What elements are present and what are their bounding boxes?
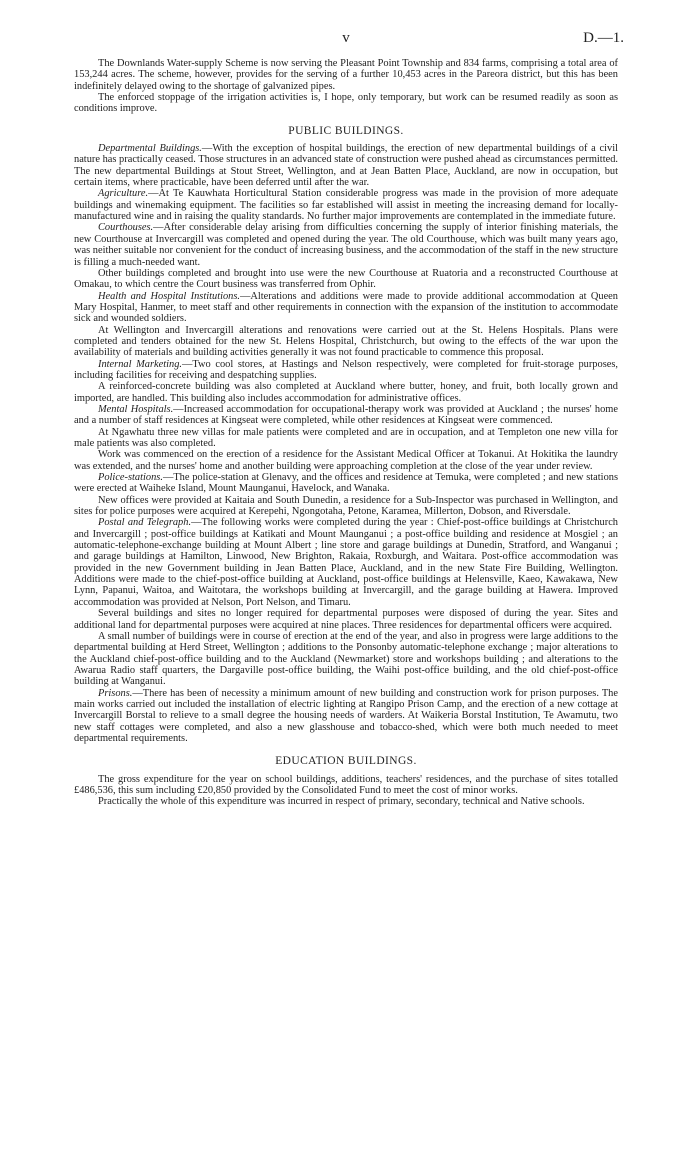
paragraph (74, 608, 618, 631)
paragraph (74, 404, 618, 427)
paragraph (74, 495, 618, 518)
paragraph-text: The gross expenditure for the year on school buildings, additions, teachers' residences, and the purchase of sites totalled £486,536, this sum including £20,850 provided by the Consolidated Fund to meet the cost of minor works. (74, 773, 618, 796)
document-body (74, 58, 618, 808)
paragraph-lead: Postal and Telegraph. (98, 517, 192, 529)
paragraph-lead: Prisons. (98, 687, 133, 699)
paragraph-text: —Increased accommodation for occupational-therapy work was provided at Auckland ; the nurses' home and a number of staff residences at Kingseat were completed, while other residences at Kingseat were commenced. (74, 403, 618, 427)
section-heading: PUBLIC BUILDINGS. (288, 124, 404, 137)
paragraph-text: —With the exception of hospital buildings, the erection of new departmental buildings of a civil nature has practically ceased. Those structures in an advanced state of construction were pushed ahead as circumstances permitted. The new departmental Buildings at Stout Street, Wellington, and at Jean Batten Place, Auckland, are now in occupation, but certain items, where practicable, have been deferred until after the war. (74, 143, 619, 189)
section-heading: EDUCATION BUILDINGS. (275, 755, 417, 768)
paragraph (74, 143, 618, 188)
paragraph-lead: Health and Hospital Institutions. (98, 290, 241, 302)
paragraph (74, 188, 618, 222)
page-number: v (342, 30, 350, 46)
paragraph-text: Practically the whole of this expenditure was incurred in respect of primary, secondary, technical and Native schools. (98, 796, 585, 808)
page-header (74, 30, 624, 50)
paragraph-text: A small number of buildings were in course of erection at the end of the year, and also in progress were large additions to the departmental building at Herd Street, Wellington ; additions to the Ponsonby automatic-telephone exchange ; major alterations to the Auckland chief-post-office building and to the Auckland (Newmarket) store and workshops building ; and alterations to the Awarua Radio staff quarters, the Dargaville post-office building, the Waihi post-office building, and the old chief-post-office building at Wanganui. (74, 630, 618, 688)
paragraph (74, 222, 618, 267)
paragraph-lead: Police-stations. (98, 472, 163, 484)
paragraph-text: Other buildings completed and brought into use were the new Courthouse at Ruatoria and a reconstructed Courthouse at Omakau, to which centre the Court business was transferred from Ophir. (74, 267, 618, 291)
paragraph-lead: Agriculture. (98, 188, 149, 200)
paragraph (74, 472, 618, 495)
paragraph: The Downlands Water-supply Scheme is now serving the Pleasant Point Township and 834 farms, comprising a total area of 153,244 acres. The scheme, however, provides for the serving of a further 10,453 acres in the Pareora district, but this has been indefinitely delayed owing to the shortage of galvanized pipes. (74, 58, 618, 92)
paragraph-lead: Departmental Buildings. (98, 143, 202, 155)
paragraph (74, 359, 618, 382)
education-buildings-section (74, 774, 618, 808)
paragraph (74, 774, 618, 797)
paragraph-text: —Two cool stores, at Hastings and Nelson respectively, were completed for fruit-storage purposes, including facilities for receiving and despatching supplies. (74, 358, 618, 381)
paragraph-text: —Alterations and additions were made to provide additional accommodation at Queen Mary Hospital, Hanmer, to meet staff and other requirements in connection with the expansion of the institution to accommodate sick and wounded soldiers. (74, 290, 618, 325)
paragraph (74, 517, 618, 608)
paragraph-text: —There has been of necessity a minimum amount of new building and construction work for prison purposes. The main works carried out included the installation of electric lighting at Rangipo Prison Camp, and the erection of a new cottage at Invercargill Borstal to relieve to a small degree the housing needs of warders. At Waikeria Borstal Institution, Te Awamutu, two new staff cottages were completed, and also a new glasshouse and tobacco-shed, which were both much needed to meet departmental requirements. (74, 687, 618, 744)
paragraph-lead: Courthouses. (98, 222, 154, 234)
paragraph (74, 291, 618, 325)
paragraph (74, 631, 618, 688)
paragraph-text: —The following works were completed during the year : Chief-post-office buildings at Christchurch and Invercargill ; post-office buildings at Katikati and Mount Maunganui ; a post-office building and residence at Mosgiel ; an automatic-telephone-exchange building at Mount Albert ; line store and garage buildings at Dunedin, Stratford, and Wanganui ; and garage buildings at Hamilton, Linwood, New Brighton, Rakaia, Roxburgh, and Waitara. Post-office accommodation was provided in the new Government building in Jean Batten Place, Auckland, and in the new State Fire Building, Wellington. Additions were made to the chief-post-office building at Auckland, post-office buildings at Helensville, Kaeo, Kawakawa, New Lynn, Papanui, Waitoa, and Waitotara, the workshops building at Invercargill, and the garage building at Hawera. Improved accommodation was provided at Nelson, Port Nelson, and Timaru. (74, 517, 618, 608)
paragraph-text: At Wellington and Invercargill alterations and renovations were carried out at the St. Helens Hospitals. Plans were completed and tenders obtained for the new St. Helens Hospital, Christchurch, but owing to the effects of the war upon the availability of materials and building activities generally it was not found practicable to commence this proposal. (74, 324, 618, 359)
paragraph (74, 688, 618, 745)
paragraph (74, 268, 618, 291)
public-buildings-section (74, 143, 618, 744)
paragraph: The enforced stoppage of the irrigation activities is, I hope, only temporary, but work can be resumed readily as soon as conditions improve. (74, 92, 618, 115)
document-reference: D.—1. (583, 30, 624, 46)
paragraph-lead: Internal Marketing. (98, 358, 182, 370)
paragraph-text: A reinforced-concrete building was also completed at Auckland where butter, honey, and fruit, both locally grown and imported, are handled. This building also includes accommodation for administrative offices. (74, 381, 618, 404)
paragraph-text: At Ngawhatu three new villas for male patients were completed and are in occupation, and at Templeton one new villa for male patients was also completed. (74, 426, 618, 449)
paragraph (74, 325, 618, 359)
paragraph-lead: Mental Hospitals. (98, 403, 174, 415)
paragraph (74, 381, 618, 404)
paragraph-text: Several buildings and sites no longer required for departmental purposes were disposed of during the year. Sites and additional land for departmental purposes were acquired at nine places. Three residences for departmental officers were acquired. (74, 608, 618, 631)
paragraph-text: Work was commenced on the erection of a residence for the Assistant Medical Officer at Tokanui. At Hokitika the laundry was extended, and the nurses' home and another building were approaching completion at the close of the year under review. (74, 449, 618, 472)
paragraph (74, 796, 618, 807)
intro-section (74, 58, 618, 115)
paragraph (74, 449, 618, 472)
paragraph-text: —At Te Kauwhata Horticultural Station considerable progress was made in the provision of more adequate buildings and winemaking equipment. The facilities so far established will assist in meeting the increasing demand for locally-manufactured wine and in raising the quality standards. No further major improvements are contemplated in the immediate future. (74, 188, 618, 223)
paragraph-text: —After considerable delay arising from difficulties concerning the supply of interior finishing materials, the new Courthouse at Invercargill was completed and opened during the year. The old Courthouse, which was built many years ago, was neither suitable nor convenient for the conduct of increasing business, and the accommodation of the staff in the new structure is filling a much-needed want. (74, 222, 618, 268)
paragraph-text: —The police-station at Glenavy, and the offices and residence at Temuka, were completed ; and new stations were erected at Waiheke Island, Mount Maunganui, Havelock, and Wanaka. (74, 472, 618, 495)
paragraph-text: New offices were provided at Kaitaia and South Dunedin, a residence for a Sub-Inspector was purchased in Wellington, and sites for police purposes were acquired at Kerepehi, Ngongotaha, Petone, Karamea, Millerton, Dobson, and Riversdale. (74, 494, 618, 518)
paragraph (74, 427, 618, 450)
